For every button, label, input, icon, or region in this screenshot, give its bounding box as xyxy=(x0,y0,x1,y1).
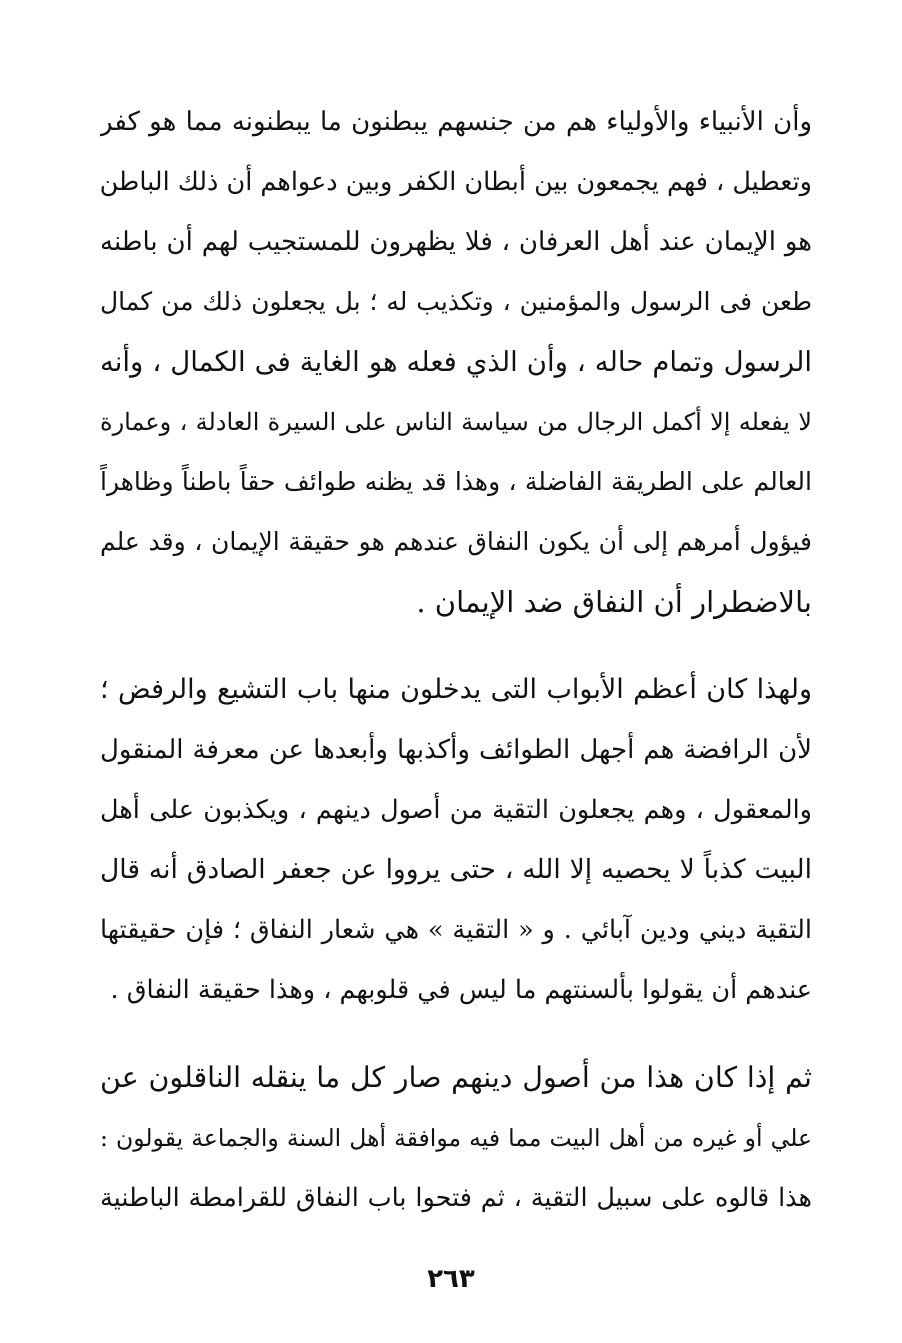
text-line: وأن الأنبياء والأولياء هم من جنسهم يبطنون ما يبطنونه مما هو كفر xyxy=(100,107,812,137)
text-line: لا يفعله إلا أكمل الرجال من سياسة الناس على السيرة العادلة ، وعمارة xyxy=(100,408,812,436)
paragraph-1 xyxy=(100,92,812,632)
text-line: فيؤول أمرهم إلى أن يكون النفاق عندهم هو حقيقة الإيمان ، وقد علم xyxy=(100,527,812,556)
paragraph-2 xyxy=(100,660,812,1020)
text-line: بالاضطرار أن النفاق ضد الإيمان . xyxy=(416,585,812,619)
page-number: ٢٦٣ xyxy=(427,1264,475,1294)
paragraph-3 xyxy=(100,1048,812,1228)
text-line: ثم إذا كان هذا من أصول دينهم صار كل ما ينقله الناقلون عن xyxy=(100,1061,812,1094)
text-line: الرسول وتمام حاله ، وأن الذي فعله هو الغاية فى الكمال ، وأنه xyxy=(100,346,812,378)
text-line: هذا قالوه على سبيل التقية ، ثم فتحوا باب النفاق للقرامطة الباطنية xyxy=(100,1183,812,1213)
text-line: وتعطيل ، فهم يجمعون بين أبطان الكفر وبين دعواهم أن ذلك الباطن xyxy=(100,167,812,197)
text-line: ولهذا كان أعظم الأبواب التى يدخلون منها باب التشيع والرفض ؛ xyxy=(100,674,812,705)
text-line: والمعقول ، وهم يجعلون التقية من أصول دينهم ، ويكذبون على أهل xyxy=(100,795,812,825)
text-line: البيت كذباً لا يحصيه إلا الله ، حتى يرووا عن جعفر الصادق أنه قال xyxy=(100,854,812,885)
text-line: لأن الرافضة هم أجهل الطوائف وأكذبها وأبعدها عن معرفة المنقول xyxy=(100,735,812,765)
text-line: طعن فى الرسول والمؤمنين ، وتكذيب له ؛ بل يجعلون ذلك من كمال xyxy=(100,287,812,316)
text-line: العالم على الطريقة الفاضلة ، وهذا قد يظنه طوائف حقاً باطناً وظاهراً xyxy=(100,467,812,496)
text-line: التقية ديني ودين آبائي . و « التقية » هي شعار النفاق ؛ فإن حقيقتها xyxy=(100,915,812,945)
text-line: هو الإيمان عند أهل العرفان ، فلا يظهرون للمستجيب لهم أن باطنه xyxy=(100,227,812,257)
text-line: علي أو غيره من أهل البيت مما فيه موافقة أهل السنة والجماعة يقولون : xyxy=(100,1124,812,1152)
text-line: عندهم أن يقولوا بألسنتهم ما ليس في قلوبهم ، وهذا حقيقة النفاق . xyxy=(110,975,812,1005)
